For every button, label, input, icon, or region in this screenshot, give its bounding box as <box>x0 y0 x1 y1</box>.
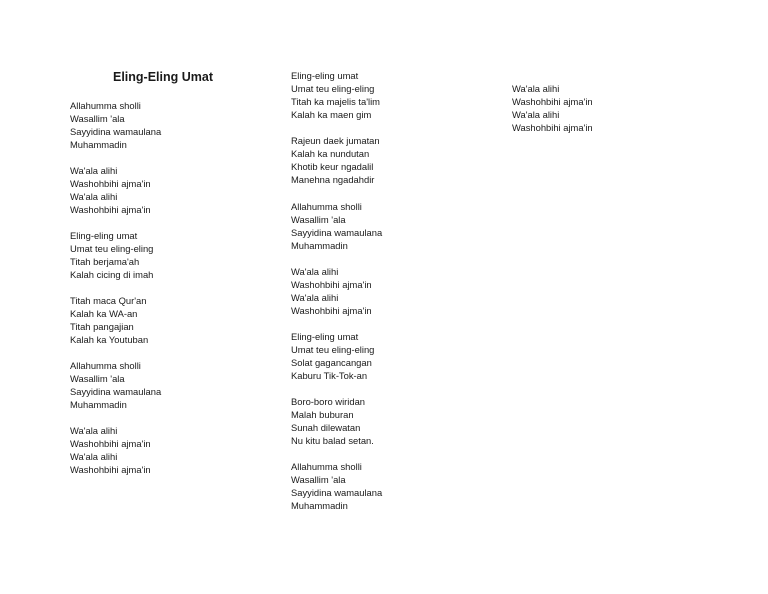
lyric-line: Muhammadin <box>291 240 348 252</box>
lyric-line: Washohbihi ajma'in <box>512 96 593 108</box>
lyric-line: Sunah dilewatan <box>291 422 361 434</box>
lyric-line: Washohbihi ajma'in <box>70 204 151 216</box>
lyric-line: Eling-eling umat <box>70 230 138 241</box>
lyric-line: Umat teu eling-eling <box>291 83 375 95</box>
stanza <box>70 294 148 346</box>
lyric-line: Allahumma sholli <box>291 461 362 472</box>
lyric-line: Wa'ala alihi <box>70 165 118 176</box>
lyric-line: Sayyidina wamaulana <box>291 487 383 499</box>
lyric-line: Muhammadin <box>70 139 127 151</box>
lyric-line: Washohbihi ajma'in <box>291 279 372 291</box>
stanza <box>291 69 380 121</box>
lyric-line: Washohbihi ajma'in <box>70 438 151 450</box>
lyric-line: Muhammadin <box>70 399 127 411</box>
lyric-line: Wa'ala alihi <box>512 109 560 121</box>
lyric-line: Muhammadin <box>291 500 348 512</box>
lyric-line: Khotib keur ngadalil <box>291 161 374 173</box>
lyric-line: Eling-eling umat <box>291 331 359 342</box>
lyric-line: Sayyidina wamaulana <box>291 227 383 239</box>
stanza <box>291 395 374 447</box>
stanza <box>512 82 593 134</box>
lyric-line: Wa'ala alihi <box>512 83 560 94</box>
stanza <box>70 359 161 411</box>
lyric-line: Washohbihi ajma'in <box>512 122 593 134</box>
lyric-line: Wasallim 'ala <box>291 214 346 226</box>
lyric-line: Solat gagancangan <box>291 357 372 369</box>
lyric-line: Kalah ka nundutan <box>291 148 370 160</box>
lyric-line: Titah maca Qur'an <box>70 295 147 306</box>
lyric-line: Wa'ala alihi <box>291 266 339 277</box>
stanza <box>291 134 380 186</box>
lyric-line: Wasallim 'ala <box>291 474 346 486</box>
stanza <box>291 460 382 512</box>
lyric-line: Washohbihi ajma'in <box>291 305 372 317</box>
stanza <box>291 265 372 317</box>
lyric-line: Umat teu eling-eling <box>291 344 375 356</box>
lyric-line: Malah buburan <box>291 409 354 421</box>
stanza <box>70 164 151 216</box>
lyric-line: Wa'ala alihi <box>70 451 118 463</box>
lyric-line: Titah pangajian <box>70 321 134 333</box>
lyric-line: Allahumma sholli <box>70 100 141 111</box>
lyric-line: Wa'ala alihi <box>70 191 118 203</box>
lyric-line: Titah berjama'ah <box>70 256 140 268</box>
lyric-line: Kalah ka Youtuban <box>70 334 149 346</box>
stanza <box>70 424 151 476</box>
lyric-line: Sayyidina wamaulana <box>70 386 162 398</box>
lyric-line: Sayyidina wamaulana <box>70 126 162 138</box>
lyric-line: Wa'ala alihi <box>70 425 118 436</box>
lyric-line: Titah ka majelis ta'lim <box>291 96 380 108</box>
lyric-line: Kalah ka maen gim <box>291 109 372 121</box>
lyric-line: Wa'ala alihi <box>291 292 339 304</box>
lyric-line: Allahumma sholli <box>70 360 141 371</box>
lyric-line: Umat teu eling-eling <box>70 243 154 255</box>
lyric-line: Boro-boro wiridan <box>291 396 365 407</box>
song-title: Eling-Eling Umat <box>113 70 213 84</box>
stanza <box>291 200 382 252</box>
stanza <box>70 99 161 151</box>
lyric-line: Eling-eling umat <box>291 70 359 81</box>
lyric-line: Washohbihi ajma'in <box>70 178 151 190</box>
lyric-line: Kaburu Tik-Tok-an <box>291 370 368 382</box>
lyric-line: Kalah ka WA-an <box>70 308 138 320</box>
stanza <box>291 330 374 382</box>
lyric-line: Washohbihi ajma'in <box>70 464 151 476</box>
lyric-line: Rajeun daek jumatan <box>291 135 380 146</box>
lyric-line: Nu kitu balad setan. <box>291 435 374 447</box>
lyric-line: Wasallim 'ala <box>70 113 125 125</box>
stanza <box>70 229 153 281</box>
lyric-line: Wasallim 'ala <box>70 373 125 385</box>
lyric-line: Manehna ngadahdir <box>291 174 375 186</box>
lyric-line: Kalah cicing di imah <box>70 269 154 281</box>
lyric-line: Allahumma sholli <box>291 201 362 212</box>
